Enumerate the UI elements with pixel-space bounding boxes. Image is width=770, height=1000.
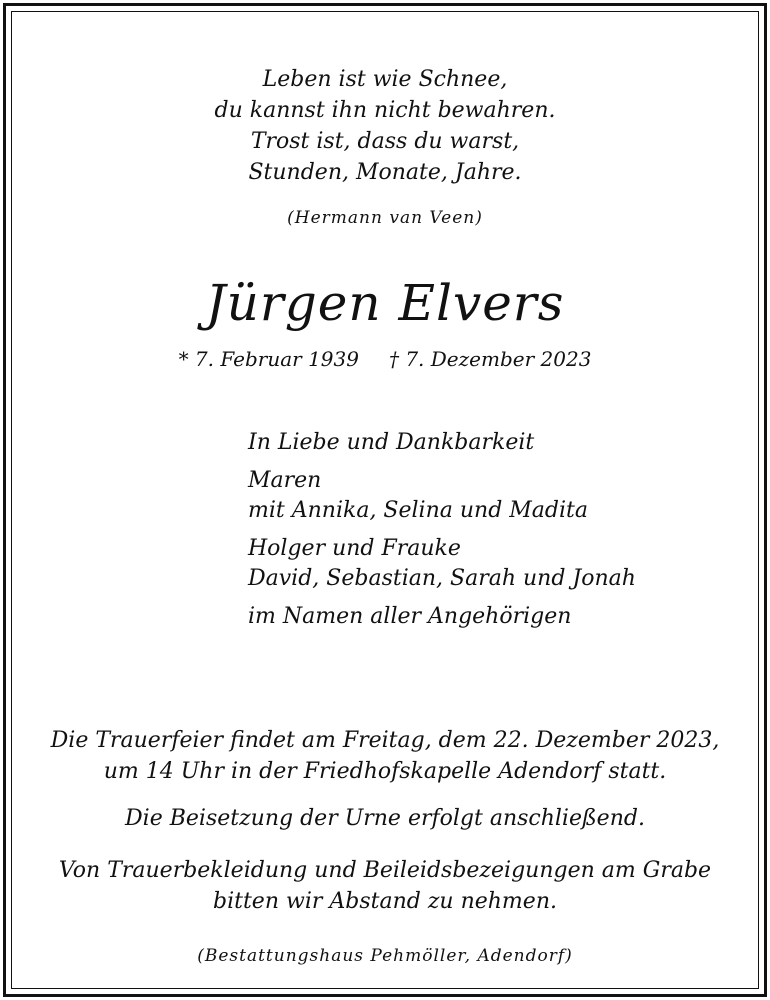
family-group xyxy=(248,466,636,526)
poem-line: Stunden, Monate, Jahre. xyxy=(248,160,522,185)
condolence-request xyxy=(0,855,770,917)
family-member: Holger und Frauke xyxy=(248,536,461,561)
poem-line: du kannst ihn nicht bewahren. xyxy=(214,98,556,123)
deceased-name: Jürgen Elvers xyxy=(205,274,565,332)
burial-notice: Die Beisetzung der Urne erfolgt anschließend. xyxy=(125,806,645,831)
poem-author: (Hermann van Veen) xyxy=(287,208,483,228)
family-member: Maren xyxy=(248,468,322,493)
family-intro: In Liebe und Dankbarkeit xyxy=(248,430,535,455)
family-signature xyxy=(248,428,636,640)
undertaker-credit: (Bestattungshaus Pehmöller, Adendorf) xyxy=(197,946,573,966)
death-date: † 7. Dezember 2023 xyxy=(388,347,592,371)
family-member: David, Sebastian, Sarah und Jonah xyxy=(248,566,636,591)
family-member: mit Annika, Selina und Madita xyxy=(248,498,589,523)
life-dates xyxy=(0,345,770,373)
request-line: Von Trauerbekleidung und Beileidsbezeigungen am Grabe xyxy=(58,858,712,883)
ceremony-line: Die Trauerfeier findet am Freitag, dem 22. Dezember 2023, xyxy=(50,728,720,753)
request-line: bitten wir Abstand zu nehmen. xyxy=(213,889,557,914)
family-group xyxy=(248,534,636,594)
ceremony-notice xyxy=(0,725,770,787)
poem-line: Trost ist, dass du warst, xyxy=(250,129,520,154)
poem xyxy=(0,64,770,188)
poem-line: Leben ist wie Schnee, xyxy=(262,67,508,92)
ceremony-line: um 14 Uhr in der Friedhofskapelle Adendorf statt. xyxy=(103,759,667,784)
birth-date: * 7. Februar 1939 xyxy=(178,347,359,371)
family-closing: im Namen aller Angehörigen xyxy=(248,604,572,629)
